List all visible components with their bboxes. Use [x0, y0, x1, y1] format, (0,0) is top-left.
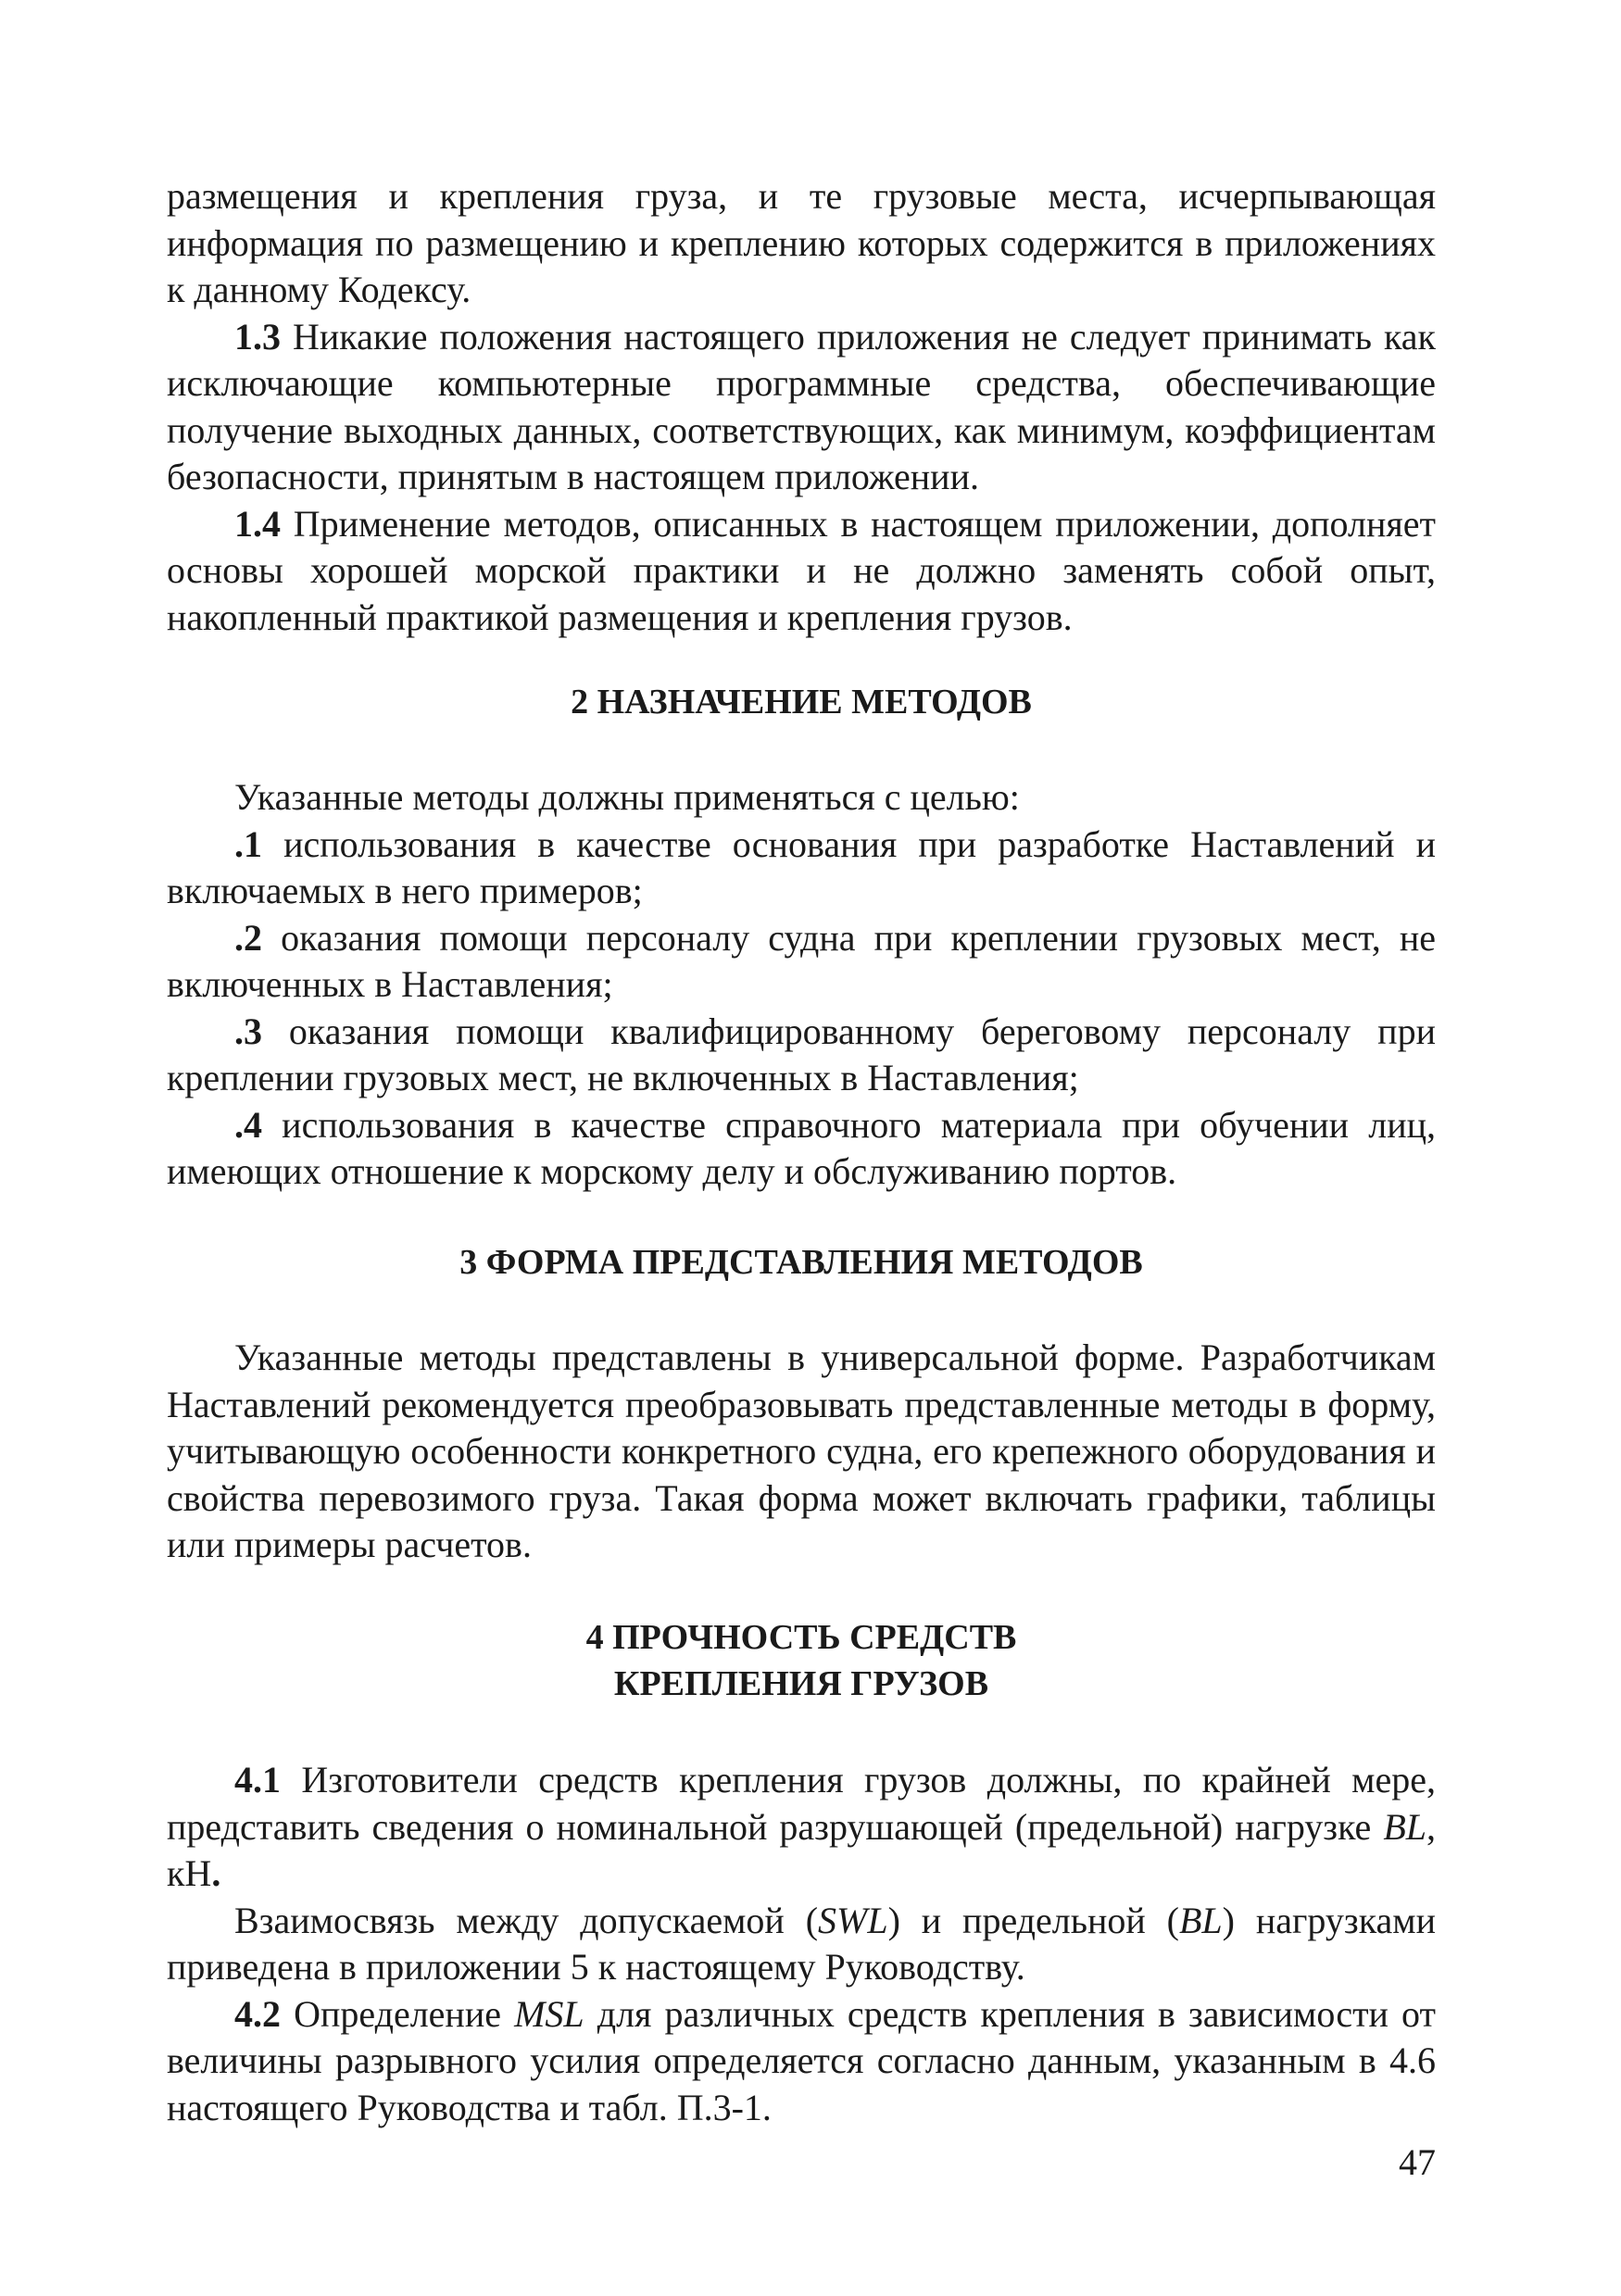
section-4-block — [167, 1757, 1436, 2131]
section-3-heading: 3 ФОРМА ПРЕДСТАВЛЕНИЯ МЕТОДОВ — [459, 1243, 1143, 1282]
paragraph-4-2: 4.2 Определение MSL для различных средств крепления в зависимости от величины разрывного усилия определяется согласно данным, указанным в 4.6 настоящего Руководства и табл. П.3-1. — [167, 1992, 1436, 2128]
list-item: .1 использования в качестве основания при разработке Наставлений и включаемых в него примеров; — [167, 822, 1436, 911]
intro-paragraph-1: размещения и крепления груза, и те грузовые места, исчерпывающая информация по размещению и креплению которых содержится в приложениях к данному Кодексу. — [167, 175, 1436, 310]
intro-paragraph-1-3: 1.3 Никакие положения настоящего приложения не следует принимать как исключающие компьютерные программные средства, обеспечивающие получение выходных данных, соответствующих, как минимум, коэффициентам безопасности, принятым в настоящем приложении. — [167, 315, 1436, 497]
section-4-heading: 4 ПРОЧНОСТЬ СРЕДСТВ КРЕПЛЕНИЯ ГРУЗОВ — [585, 1618, 1017, 1703]
section-2-heading: 2 НАЗНАЧЕНИЕ МЕТОДОВ — [571, 683, 1032, 721]
intro-block — [167, 173, 1436, 641]
list-item: .3 оказания помощи квалифицированному береговому персоналу при креплении грузовых мест, не включенных в Наставления; — [167, 1010, 1436, 1098]
intro-paragraph-1-4: 1.4 Применение методов, описанных в настоящем приложении, дополняет основы хорошей морской практики и не должно заменять собой опыт, накопленный практикой размещения и крепления грузов. — [167, 502, 1436, 638]
clause-number: 4.2 — [234, 1992, 281, 2035]
section-2-block — [167, 774, 1436, 1196]
clause-number: 4.1 — [234, 1759, 281, 1800]
section-3-block — [167, 1335, 1436, 1569]
clause-number: 1.3 — [234, 315, 281, 358]
paragraph-4-1: 4.1 Изготовители средств крепления грузов должны, по крайней мере, представить сведения о номинальной разрушающей (предельной) нагрузке BL, кН. — [167, 1759, 1436, 1894]
list-item: .2 оказания помощи персоналу судна при креплении грузовых мест, не включенных в Наставления; — [167, 916, 1436, 1005]
section-2-lead: Указанные методы должны применяться с целью: — [234, 776, 1020, 818]
clause-number: 1.4 — [234, 502, 281, 545]
list-item: .4 использования в качестве справочного материала при обучении лиц, имеющих отношение к морскому делу и обслуживанию портов. — [167, 1103, 1436, 1192]
section-3-paragraph: Указанные методы представлены в универсальной форме. Разработчикам Наставлений рекомендуется преобразовывать представленные методы в форму, учитывающую особенности конкретного судна, его крепежного оборудования и свойства перевозимого груза. Такая форма может включать графики, таблицы или примеры расчетов. — [167, 1336, 1436, 1565]
paragraph-swl-bl: Взаимосвязь между допускаемой (SWL) и предельной (BL) нагрузками приведена в приложении 5 к настоящему Руководству. — [167, 1899, 1436, 1988]
page-number: 47 — [1399, 2141, 1436, 2183]
